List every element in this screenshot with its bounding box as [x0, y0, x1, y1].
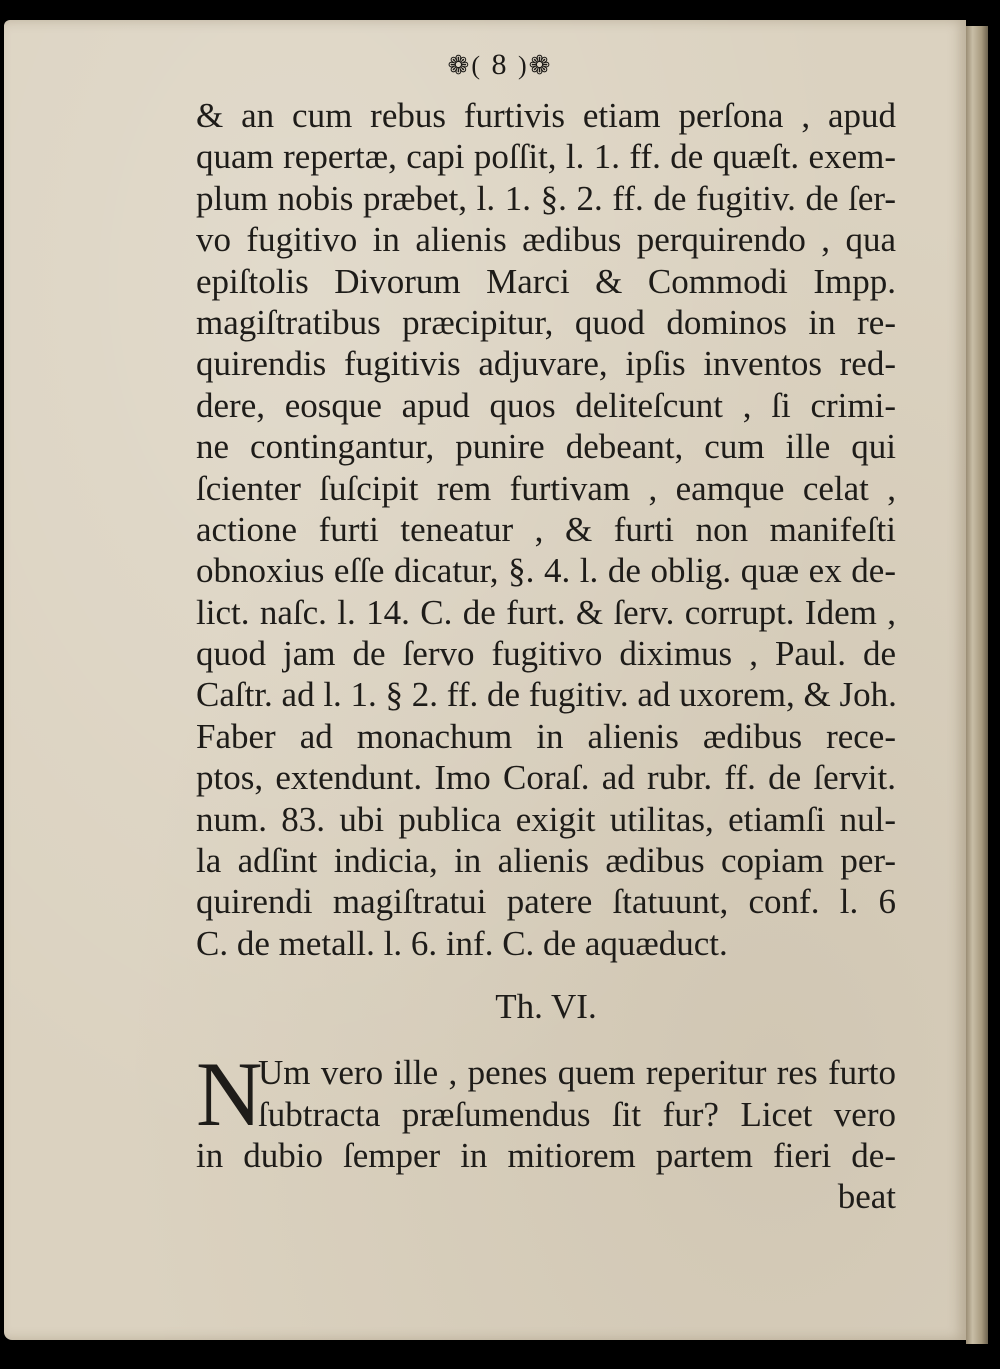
- paragraph-1: [196, 95, 896, 964]
- book-spine: [966, 26, 988, 1344]
- text-line: obnoxius eſſe dicatur, §. 4. l. de oblig. quæ ex de-: [196, 551, 896, 591]
- page-header: [0, 48, 1000, 82]
- text-line: quod jam de ſervo fugitivo diximus , Paul. de: [196, 634, 896, 674]
- text-line: vo fugitivo in alienis ædibus perquirendo , qua: [196, 220, 896, 260]
- text-line: Faber ad monachum in alienis ædibus rece-: [196, 716, 896, 756]
- catchword: beat: [837, 1177, 896, 1217]
- text-line: lict. naſc. l. 14. C. de furt. & ſerv. corrupt. Idem ,: [196, 592, 896, 632]
- paragraph-2: [196, 1043, 896, 1218]
- section-heading: Th. VI.: [495, 987, 597, 1027]
- page-number: 8: [491, 48, 509, 81]
- text-line: epiſtolis Divorum Marci & Commodi Impp.: [196, 261, 896, 301]
- text-line: actione furti teneatur , & furti non manifeſti: [196, 509, 896, 549]
- text-line: dere, eosque apud quos deliteſcunt , ſi crimi-: [196, 385, 896, 425]
- header-ornament-right: )❁: [518, 51, 553, 80]
- text-line: ne contingantur, punire debeant, cum ille qui: [196, 427, 896, 467]
- text-line: quirendis fugitivis adjuvare, ipſis inventos red-: [196, 344, 896, 384]
- text-line: ſubtracta præſumendus ſit fur? Licet vero: [258, 1094, 896, 1134]
- text-line: plum nobis præbet, l. 1. §. 2. ff. de fugitiv. de ſer-: [196, 178, 896, 218]
- text-line: magiſtratibus præcipitur, quod dominos in re-: [196, 302, 896, 342]
- text-line: & an cum rebus furtivis etiam perſona , apud: [196, 96, 896, 135]
- text-line: in dubio ſemper in mitiorem partem fieri de-: [196, 1135, 896, 1175]
- drop-cap: N: [196, 1043, 263, 1146]
- text-line: quam repertæ, capi poſſit, l. 1. ff. de quæſt. exem-: [196, 137, 896, 177]
- text-line: ſcienter ſuſcipit rem furtivam , eamque celat ,: [196, 468, 896, 508]
- header-ornament-left: ❁(: [447, 51, 482, 80]
- text-line: num. 83. ubi publica exigit utilitas, etiamſi nul-: [196, 799, 896, 839]
- text-line: la adſint indicia, in alienis ædibus copiam per-: [196, 841, 896, 881]
- text-line: C. de metall. l. 6. inf. C. de aquæduct.: [196, 923, 728, 963]
- text-line: quirendi magiſtratui patere ſtatuunt, conf. l. 6: [196, 882, 896, 922]
- page-body: [196, 95, 896, 1218]
- text-line: Caſtr. ad l. 1. § 2. ff. de fugitiv. ad uxorem, & Joh.: [196, 675, 897, 715]
- text-line: Um vero ille , penes quem reperitur res furto: [258, 1053, 896, 1093]
- text-line: ptos, extendunt. Imo Coraſ. ad rubr. ff. de ſervit.: [196, 758, 896, 798]
